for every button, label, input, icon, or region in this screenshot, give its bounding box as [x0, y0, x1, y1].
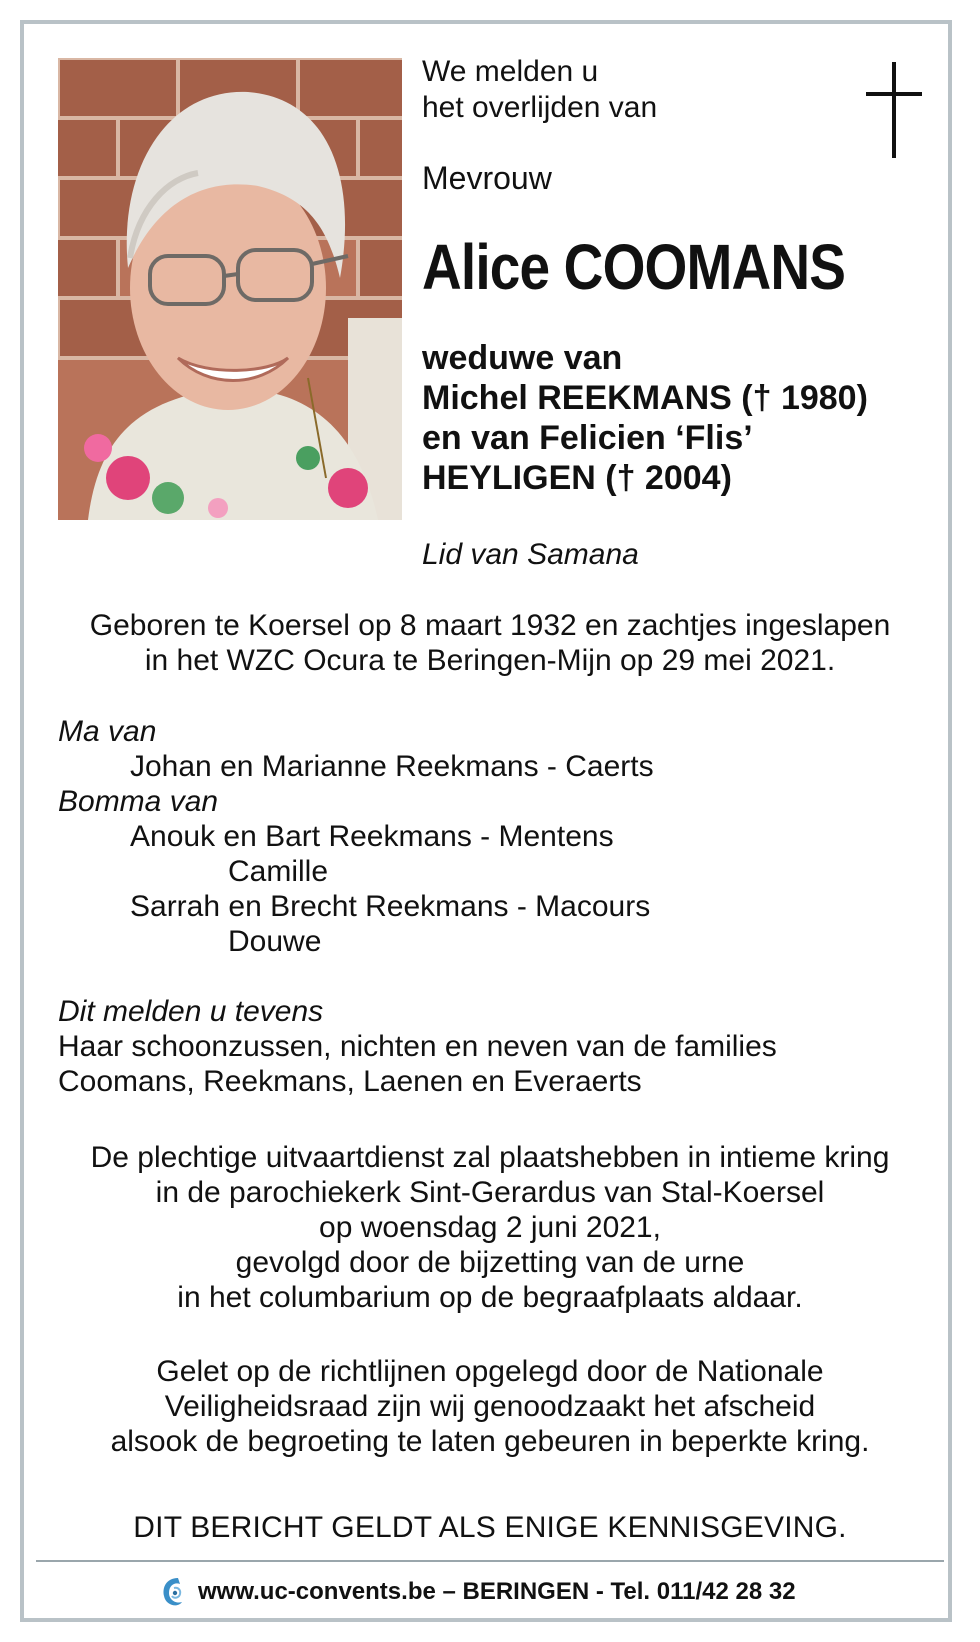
- honorific: Mevrouw: [422, 160, 552, 196]
- funeral-line-5: in het columbarium op de begraafplaats aldaar.: [177, 1281, 803, 1314]
- also-line-2: Coomans, Reekmans, Laenen en Everaerts: [58, 1065, 642, 1098]
- funeral-line-4: gevolgd door de bijzetting van de urne: [235, 1246, 745, 1279]
- deceased-name: Alice COOMANS: [422, 231, 846, 303]
- footer: [160, 1570, 796, 1614]
- grandchild-entry-2: Sarrah en Brecht Reekmans - Macours: [130, 890, 651, 923]
- intro-line-1: We melden u: [422, 55, 599, 88]
- footer-contact[interactable]: www.uc-convents.be – BERINGEN - Tel. 011/42 28 32: [198, 1578, 796, 1605]
- funeral-line-3: op woensdag 2 juni 2021,: [319, 1211, 661, 1244]
- great-grandchild-entry-2: Douwe: [228, 925, 322, 958]
- also-line-1: Haar schoonzussen, nichten en neven van de families: [58, 1030, 777, 1063]
- birth-death-statement: [40, 608, 940, 678]
- also-label: Dit melden u tevens: [58, 995, 324, 1028]
- restriction-notice: [40, 1354, 940, 1459]
- family-list: [58, 714, 777, 1099]
- cross-icon: [866, 62, 922, 158]
- intro-text: [422, 54, 657, 126]
- great-grandchild-entry-1: Camille: [228, 855, 329, 888]
- funeral-line-1: De plechtige uitvaartdienst zal plaatshebben in intieme kring: [90, 1141, 890, 1174]
- membership: Lid van Samana: [422, 538, 639, 571]
- widow-line-3: en van Felicien ‘Flis’: [422, 419, 753, 457]
- footer-divider: [36, 1560, 944, 1562]
- grandma-label: Bomma van: [58, 785, 219, 818]
- children-entry: Johan en Marianne Reekmans - Caerts: [130, 750, 654, 783]
- intro-line-2: het overlijden van: [422, 91, 658, 124]
- final-notice: DIT BERICHT GELDT ALS ENIGE KENNISGEVING.: [133, 1511, 847, 1544]
- notice-line-1: Gelet op de richtlijnen opgelegd door de Nationale: [156, 1355, 824, 1388]
- widow-statement: [422, 338, 868, 498]
- notice-line-3: alsook de begroeting te laten gebeuren in beperkte kring.: [110, 1425, 870, 1458]
- widow-line-4: HEYLIGEN († 2004): [422, 459, 732, 497]
- mother-label: Ma van: [58, 715, 157, 748]
- widow-line-2: Michel REEKMANS († 1980): [422, 379, 868, 417]
- notice-line-2: Veiligheidsraad zijn wij genoodzaakt het afscheid: [164, 1390, 816, 1423]
- portrait-photo: [58, 58, 402, 520]
- born-line-1: Geboren te Koersel op 8 maart 1932 en zachtjes ingeslapen: [89, 609, 891, 642]
- grandchild-entry-1: Anouk en Bart Reekmans - Mentens: [130, 820, 614, 853]
- funeral-details: [40, 1140, 940, 1315]
- widow-line-1: weduwe van: [422, 339, 623, 377]
- born-line-2: in het WZC Ocura te Beringen-Mijn op 29 mei 2021.: [144, 644, 836, 677]
- funeral-line-2: in de parochiekerk Sint-Gerardus van Stal-Koersel: [155, 1176, 825, 1209]
- funeral-home-logo-icon: [160, 1574, 186, 1610]
